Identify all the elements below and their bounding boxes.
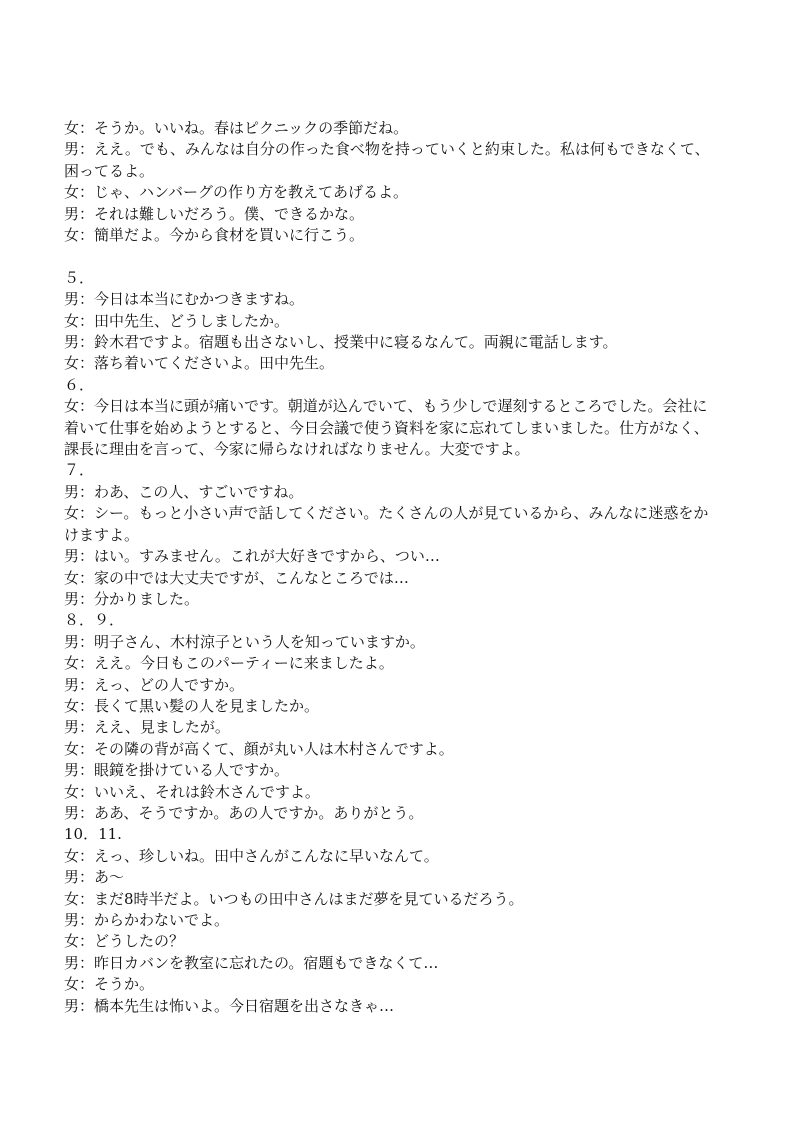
text-line: 女：どうしたの？	[64, 932, 185, 951]
text-line: けますよ。	[64, 525, 140, 544]
text-line: 男：はい。すみません。これが大好きですから、つい…	[64, 547, 440, 566]
text-line: 男：わあ、この人、すごいですね。	[64, 482, 304, 501]
text-line: ７．	[64, 461, 95, 480]
text-line: 女：その隣の背が高くて、顔が丸い人は木村さんですよ。	[64, 739, 454, 758]
text-line: 着いて仕事を始めようとすると、今日会議で使う資料を家に忘れてしまいました。仕方がなく、	[64, 418, 709, 437]
text-line: ５．	[64, 268, 95, 287]
text-line: 女：今日は本当に頭が痛いです。朝道が込んでいて、もう少しで遅刻するところでした。会社に	[64, 397, 708, 416]
text-line: 男：橋本先生は怖いよ。今日宿題を出さなきゃ…	[64, 996, 395, 1015]
text-line: 女：まだ8時半だよ。いつもの田中さんはまだ夢を見ているだろう。	[64, 889, 524, 908]
blank-line	[64, 246, 754, 267]
document-body	[64, 118, 754, 1017]
text-line: 男：分かりました。	[64, 589, 200, 608]
text-line: 女：シー。もっと小さい声で話してください。たくさんの人が見ているから、みんなに迷惑をか	[64, 504, 709, 523]
text-line: 女：田中先生、どうしましたか。	[64, 311, 290, 330]
text-line: 困ってるよ。	[64, 161, 155, 180]
text-line: 男：あ～	[64, 868, 125, 887]
text-line: 女：そうか。いいね。春はピクニックの季節だね。	[64, 119, 409, 137]
text-line: 男：えっ、どの人ですか。	[64, 675, 245, 694]
text-line: 男：眼鏡を掛けている人ですか。	[64, 761, 290, 780]
text-line: 男：ええ。でも、みんなは自分の作った食べ物を持っていくと約束した。私は何もできなくて、	[64, 140, 710, 159]
text-line: 課長に理由を言って、今家に帰らなければなりません。大変ですよ。	[64, 440, 530, 459]
text-line: 男：明子さん、木村涼子という人を知っていますか。	[64, 632, 425, 651]
text-line: 男：昨日カバンを教室に忘れたの。宿題もできなくて…	[64, 953, 439, 972]
text-line: ６．	[64, 375, 95, 394]
text-line: 女：家の中では大丈夫ですが、こんなところでは…	[64, 568, 409, 587]
text-line: 男：ええ、見ましたが。	[64, 718, 230, 737]
text-line: 男：ああ、そうですか。あの人ですか。ありがとう。	[64, 803, 424, 822]
text-line: 男：それは難しいだろう。僕、できるかな。	[64, 204, 365, 223]
text-line: 女：落ち着いてくださいよ。田中先生。	[64, 354, 335, 373]
text-line: 女：簡単だよ。今から食材を買いに行こう。	[64, 226, 365, 245]
text-line: 女：いいえ、それは鈴木さんですよ。	[64, 782, 320, 801]
text-line: 女：えっ、珍しいね。田中さんがこんなに早いなんて。	[64, 846, 439, 865]
text-line: 男：鈴木君ですよ。宿題も出さないし、授業中に寝るなんて。両親に電話します。	[64, 333, 618, 352]
text-line: 女：長くて黒い髪の人を見ましたか。	[64, 696, 320, 715]
text-line: 女：ええ。今日もこのパーティーに来ましたよ。	[64, 654, 394, 673]
text-line: 10．11.	[64, 825, 122, 844]
text-line: 女：そうか。	[64, 975, 155, 994]
text-line: ８．９．	[64, 611, 125, 630]
text-line: 男：今日は本当にむかつきますね。	[64, 290, 305, 309]
text-line: 女：じゃ、ハンバーグの作り方を教えてあげるよ。	[64, 183, 408, 202]
text-line: 男：からかわないでよ。	[64, 911, 230, 930]
